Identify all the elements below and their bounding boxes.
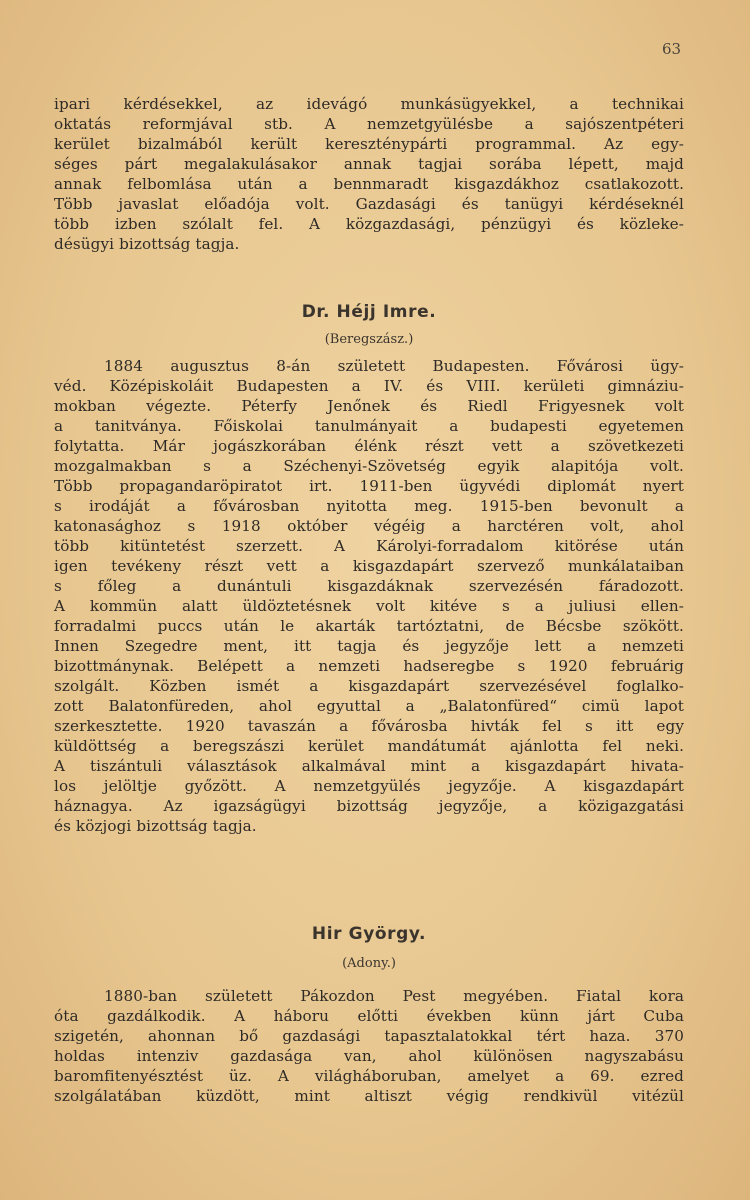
text-line: ipari kérdésekkel, az idevágó munkásügyekkel, a technikai: [54, 95, 684, 113]
text-line: s irodáját a fővárosban nyitotta meg. 1915-ben bevonult a: [54, 497, 684, 515]
text-line: igen tevékeny részt vett a kisgazdapárt szervező munkálataiban: [54, 557, 684, 575]
text-line: több izben szólalt fel. A közgazdasági, pénzügyi és közleke-: [54, 215, 684, 233]
entry-name-heji-imre: Dr. Héjj Imre.: [301, 302, 437, 322]
text-line: katonasághoz s 1918 október végéig a harctéren volt, ahol: [54, 517, 684, 535]
text-line: szolgált. Közben ismét a kisgazdapárt szervezésével foglalko-: [54, 677, 684, 695]
entry-name-hir-gyorgy: Hir György.: [311, 924, 427, 944]
text-line: forradalmi puccs után le akarták tartóztatni, de Bécsbe szökött.: [54, 617, 684, 635]
text-line: 1880-ban született Pákozdon Pest megyében. Fiatal kora: [104, 987, 684, 1005]
text-line: oktatás reformjával stb. A nemzetgyülésbe a sajószentpéteri: [54, 115, 684, 133]
text-line: folytatta. Már jogászkorában élénk részt vett a szövetkezeti: [54, 437, 684, 455]
text-line: Innen Szegedre ment, itt tagja és jegyzője lett a nemzeti: [54, 637, 684, 655]
text-line: désügyi bizottság tagja.: [54, 235, 240, 253]
intro-paragraph: [54, 94, 684, 254]
text-line: holdas intenziv gazdasága van, ahol különösen nagyszabásu: [54, 1047, 684, 1065]
text-line: séges párt megalakulásakor annak tagjai sorába lépett, majd: [54, 155, 684, 173]
text-line: mokban végezte. Péterfy Jenőnek és Riedl Frigyesnek volt: [54, 397, 684, 415]
text-line: a tanitványa. Főiskolai tanulmányait a budapesti egyetemen: [54, 417, 684, 435]
text-line: Több propagandaröpiratot irt. 1911-ben ügyvédi diplomát nyert: [54, 477, 684, 495]
text-line: A kommün alatt üldöztetésnek volt kitéve s a juliusi ellen-: [54, 597, 684, 615]
text-line: baromfitenyésztést üz. A világháboruban, amelyet a 69. ezred: [54, 1067, 684, 1085]
entry-district-beregszasz: (Beregszász.): [324, 332, 414, 347]
text-line: küldöttség a beregszászi kerület mandátumát ajánlotta fel neki.: [54, 737, 684, 755]
text-line: szerkesztette. 1920 tavaszán a fővárosba hivták fel s itt egy: [54, 717, 684, 735]
entry-district-adony: (Adony.): [342, 956, 396, 971]
text-line: los jelöltje győzött. A nemzetgyülés jegyzője. A kisgazdapárt: [54, 777, 684, 795]
text-line: Több javaslat előadója volt. Gazdasági és tanügyi kérdéseknél: [54, 195, 684, 213]
page-number: 63: [662, 40, 682, 58]
text-line: annak felbomlása után a bennmaradt kisgazdákhoz csatlakozott.: [54, 175, 684, 193]
text-line: mozgalmakban s a Széchenyi-Szövetség egyik alapitója volt.: [54, 457, 684, 475]
text-line: óta gazdálkodik. A háboru előtti években künn járt Cuba: [54, 1007, 684, 1025]
text-line: szolgálatában küzdött, mint altiszt végig rendkivül vitézül: [54, 1087, 684, 1105]
text-line: bizottmánynak. Belépett a nemzeti hadseregbe s 1920 februárig: [54, 657, 684, 675]
text-line: véd. Középiskoláit Budapesten a IV. és VIII. kerületi gimnáziu-: [54, 377, 684, 395]
text-line: szigetén, ahonnan bő gazdasági tapasztalatokkal tért haza. 370: [54, 1027, 684, 1045]
entry-paragraph-heji-imre: [54, 356, 684, 836]
text-line: 1884 augusztus 8-án született Budapesten. Fővárosi ügy-: [104, 357, 684, 375]
text-line: zott Balatonfüreden, ahol egyuttal a „Balatonfüred“ cimü lapot: [54, 697, 684, 715]
text-line: és közjogi bizottság tagja.: [54, 817, 257, 835]
entry-paragraph-hir-gyorgy: [54, 986, 684, 1106]
text-line: több kitüntetést szerzett. A Károlyi-forradalom kitörése után: [54, 537, 684, 555]
text-line: s főleg a dunántuli kisgazdáknak szervezésén fáradozott.: [54, 577, 684, 595]
text-line: háznagya. Az igazságügyi bizottság jegyzője, a közigazgatási: [54, 797, 684, 815]
text-line: kerület bizalmából került kereszténypárti programmal. Az egy-: [54, 135, 684, 153]
text-line: A tiszántuli választások alkalmával mint a kisgazdapárt hivata-: [54, 757, 684, 775]
